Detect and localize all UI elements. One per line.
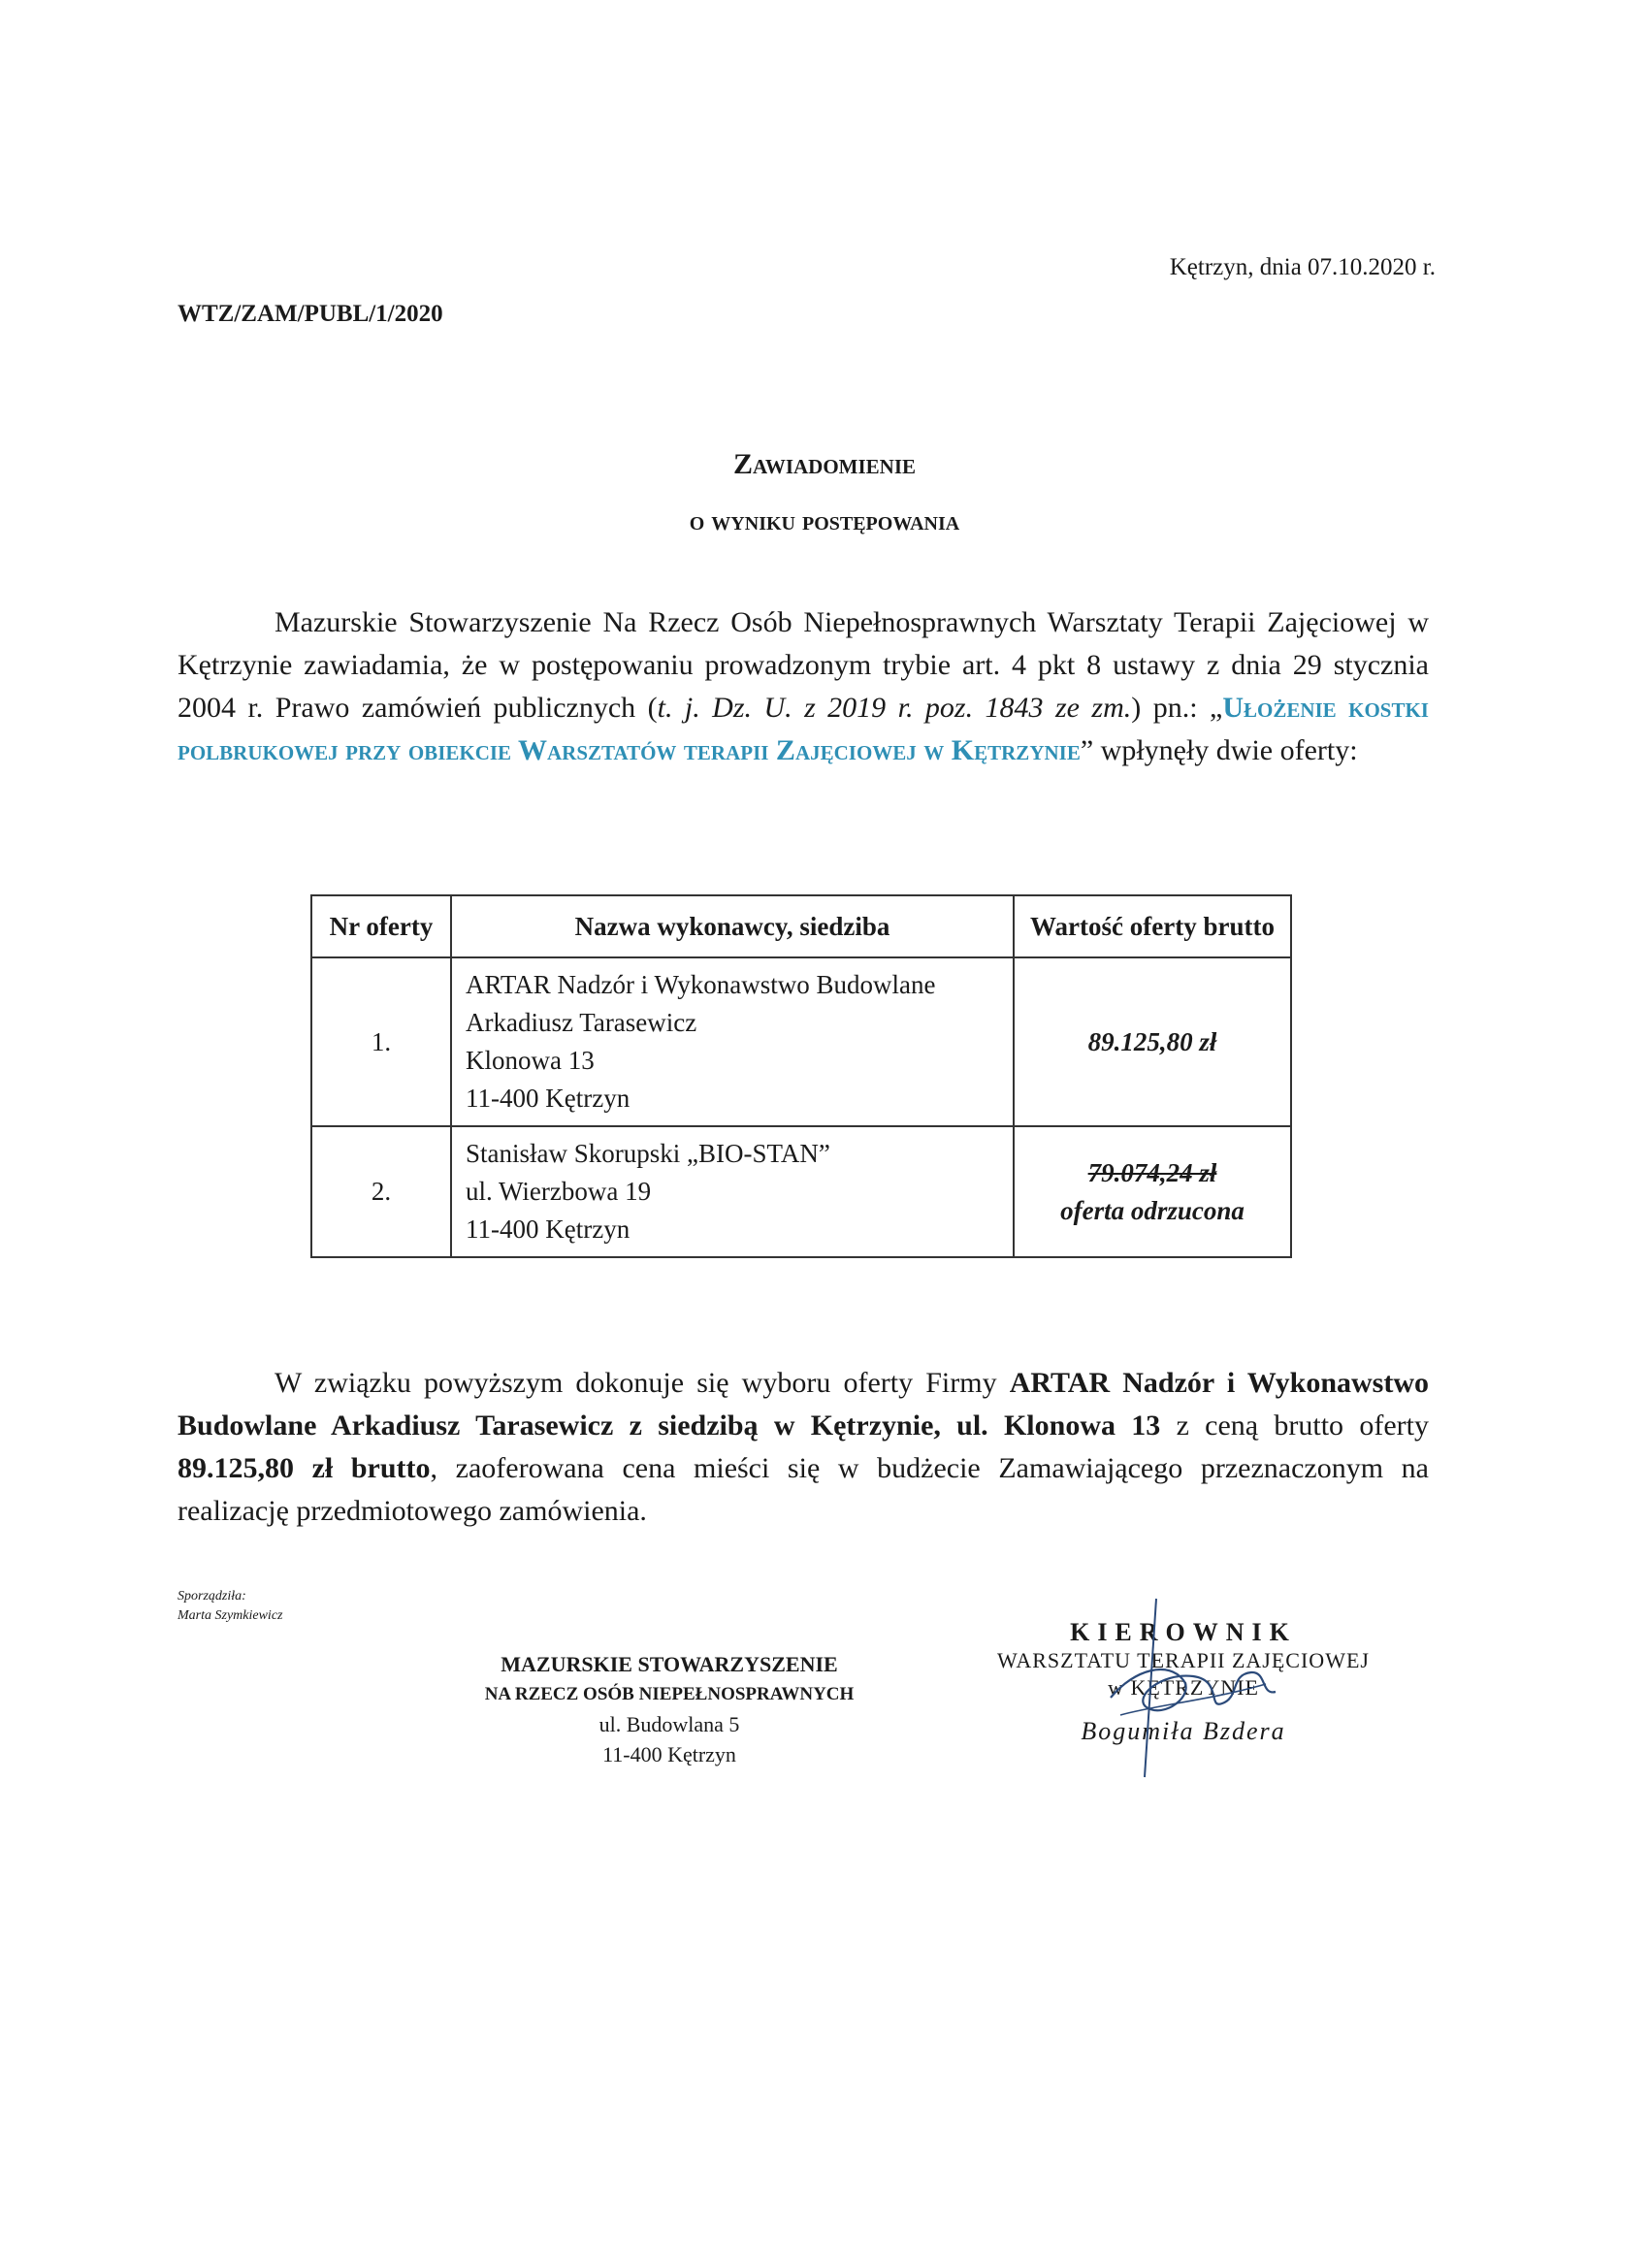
legal-reference: t. j. Dz. U. z 2019 r. poz. 1843 ze zm.: [657, 692, 1132, 724]
organization-stamp: [456, 1649, 883, 1769]
reference-number: WTZ/ZAM/PUBL/1/2020: [178, 301, 443, 327]
header-contractor: Nazwa wykonawcy, siedziba: [451, 895, 1014, 957]
table-row: [311, 957, 1291, 1126]
contractor-cell: [451, 957, 1014, 1126]
prepared-by: [178, 1587, 282, 1626]
offer-number: 2.: [311, 1126, 451, 1257]
stamp-sign-line: WARSZTATU TERAPII ZAJĘCIOWEJ: [997, 1648, 1370, 1672]
contractor-line: Klonowa 13: [466, 1046, 595, 1075]
contractor-line: ul. Wierzbowa 19: [466, 1177, 652, 1206]
intro-paragraph: [178, 601, 1429, 772]
conclusion-text-2: z ceną brutto oferty: [1160, 1409, 1429, 1442]
table-header-row: [311, 895, 1291, 957]
selected-price: 89.125,80 zł brutto: [178, 1452, 431, 1484]
stamp-sign-line: w KĘTRZYNIE: [1108, 1675, 1259, 1700]
document-subtitle: o wyniku postępowania: [689, 506, 960, 536]
contractor-line: ARTAR Nadzór i Wykonawstwo Budowlane: [466, 970, 936, 999]
header-offer-number: Nr oferty: [311, 895, 451, 957]
contractor-line: Stanisław Skorupski „BIO-STAN”: [466, 1139, 830, 1168]
procurement-name: Ułożenie kostki polbrukowej przy obiekcie Warsztatów terapii Zajęciowej w Kętrzynie: [178, 692, 1429, 766]
intro-text-after: ” wpłynęły dwie oferty:: [1080, 734, 1358, 766]
stamp-org-line: MAZURSKIE STOWARZYSZENIE: [501, 1652, 838, 1676]
table-row: [311, 1126, 1291, 1257]
intro-text-before: Mazurskie Stowarzyszenie Na Rzecz Osób Niepełnosprawnych Warsztaty Terapii Zajęciowej w Kętrzynie zawiadamia, że w postępowaniu prowadzonym trybie art. 4 pkt 8 ustawy z dnia 29 stycznia 2004 r. Prawo zamówień publicznych (: [178, 606, 1429, 724]
contractor-cell: [451, 1126, 1014, 1257]
offer-value-cell: [1014, 1126, 1291, 1257]
offers-table: [310, 894, 1292, 1258]
stamp-org-line: NA RZECZ OSÓB NIEPEŁNOSPRAWNYCH: [484, 1684, 855, 1704]
prepared-by-name: Marta Szymkiewicz: [178, 1608, 283, 1623]
offer-rejected-note: oferta odrzucona: [1060, 1195, 1245, 1225]
stamp-org-line: ul. Budowlana 5: [598, 1712, 740, 1736]
offer-value: 89.125,80 zł: [1087, 1026, 1217, 1056]
offer-number: 1.: [311, 957, 451, 1126]
prepared-by-label: Sporządziła:: [178, 1589, 246, 1604]
stamp-sign-title: KIEROWNIK: [1070, 1618, 1297, 1646]
contractor-line: 11-400 Kętrzyn: [466, 1215, 630, 1244]
stamp-sign-name: Bogumiła Bzdera: [1081, 1717, 1286, 1745]
conclusion-paragraph: [178, 1362, 1429, 1533]
stamp-org-line: 11-400 Kętrzyn: [602, 1742, 736, 1766]
contractor-line: 11-400 Kętrzyn: [466, 1084, 630, 1113]
conclusion-text-1: W związku powyższym dokonuje się wyboru oferty Firmy: [275, 1367, 1010, 1399]
conclusion-text-3: , zaoferowana cena mieści się w budżecie Zamawiającego przeznaczonym na realizację przedmiotowego zamówienia.: [178, 1452, 1429, 1527]
place-date: Kętrzyn, dnia 07.10.2020 r.: [1169, 254, 1436, 280]
offer-value-rejected: 79.074,24 zł: [1087, 1157, 1217, 1187]
document-title: Zawiadomienie: [732, 448, 917, 480]
offer-value-cell: [1014, 957, 1291, 1126]
intro-text-mid: ) pn.: „: [1131, 692, 1223, 724]
selected-contractor: ARTAR Nadzór i Wykonawstwo Budowlane Arkadiusz Tarasewicz z siedzibą w Kętrzynie, ul. Klonowa 13: [178, 1367, 1429, 1442]
header-offer-value: Wartość oferty brutto: [1014, 895, 1291, 957]
handwritten-signature: [1077, 1591, 1300, 1785]
contractor-line: Arkadiusz Tarasewicz: [466, 1008, 697, 1037]
